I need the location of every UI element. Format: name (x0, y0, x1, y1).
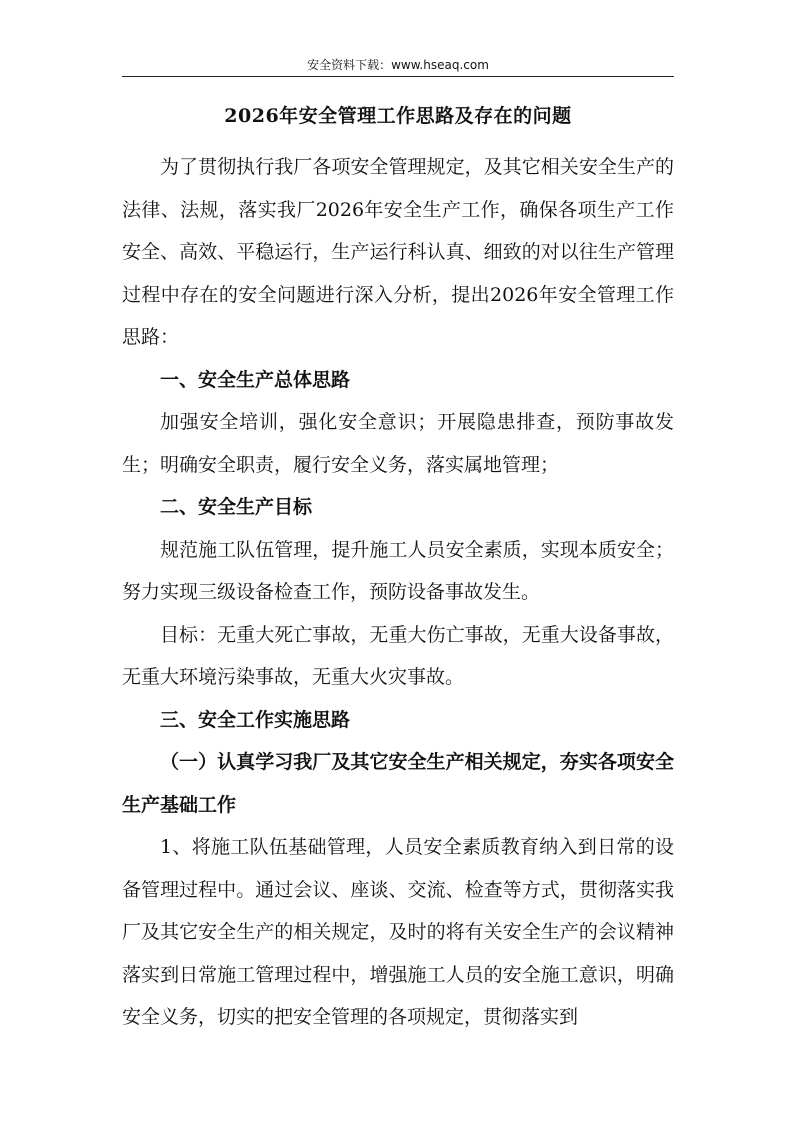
document-body (122, 96, 674, 1039)
subsection-heading-1: （一）认真学习我厂及其它安全生产相关规定，夯实各项安全生产基础工作 (122, 751, 674, 816)
document-title: 2026年安全管理工作思路及存在的问题 (224, 105, 572, 127)
section-2-paragraph: 规范施工队伍管理，提升施工人员安全素质，实现本质安全；努力实现三级设备检查工作，预防设备事故发生。 (122, 538, 674, 603)
item-1-paragraph: 1、将施工队伍基础管理，人员安全素质教育纳入到日常的设备管理过程中。通过会议、座谈、交流、检查等方式，贯彻落实我厂及其它安全生产的相关规定，及时的将有关安全生产的会议精神落实到日常施工管理过程中，增强施工人员的安全施工意识，明确安全义务，切实的把安全管理的各项规定，贯彻落实到 (122, 836, 674, 1028)
section-1-paragraph: 加强安全培训，强化安全意识；开展隐患排查，预防事故发生；明确安全职责，履行安全义务，落实属地管理； (122, 411, 674, 476)
section-heading-2: 二、安全生产目标 (160, 496, 313, 518)
goals-paragraph: 目标：无重大死亡事故，无重大伤亡事故，无重大设备事故，无重大环境污染事故，无重大火灾事故。 (122, 623, 674, 688)
section-heading-3: 三、安全工作实施思路 (160, 708, 351, 731)
page-header (122, 56, 674, 77)
section-heading-1: 一、安全生产总体思路 (160, 368, 351, 391)
header-text: 安全资料下载：www.hseaq.com (307, 58, 489, 72)
intro-paragraph: 为了贯彻执行我厂各项安全管理规定，及其它相关安全生产的法律、法规，落实我厂2026年安全生产工作，确保各项生产工作安全、高效、平稳运行，生产运行科认真、细致的对以往生产管理过程中存在的安全问题进行深入分析，提出2026年安全管理工作思路： (122, 156, 674, 348)
